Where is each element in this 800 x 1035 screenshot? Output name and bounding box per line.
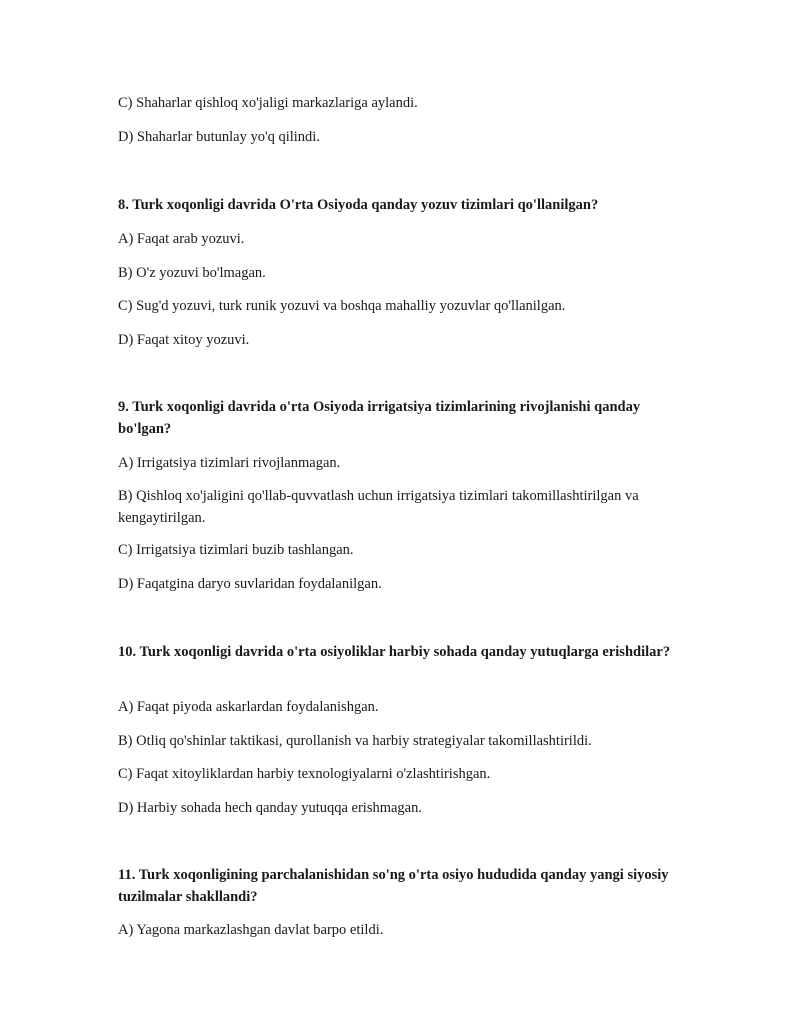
option-9c: C) Irrigatsiya tizimlari buzib tashlangan. [118, 542, 354, 558]
option-10c: C) Faqat xitoyliklardan harbiy texnologiyalarni o'zlashtirishgan. [118, 766, 491, 782]
question-9: 9. Turk xoqonligi davrida o'rta Osiyoda irrigatsiya tizimlarining rivojlanishi qanday bo'lgan? [118, 399, 641, 437]
question-10: 10. Turk xoqonligi davrida o'rta osiyoliklar harbiy sohada qanday yutuqlarga erishdilar? [118, 644, 671, 660]
option-7c: C) Shaharlar qishloq xo'jaligi markazlariga aylandi. [118, 95, 418, 111]
option-10b: B) Otliq qo'shinlar taktikasi, qurollanish va harbiy strategiyalar takomillashtirildi. [118, 733, 592, 749]
option-7d: D) Shaharlar butunlay yo'q qilindi. [118, 129, 320, 145]
option-9b: B) Qishloq xo'jaligini qo'llab-quvvatlash uchun irrigatsiya tizimlari takomillashtirilgan va kengaytirilgan. [118, 488, 639, 526]
option-8b: B) O'z yozuvi bo'lmagan. [118, 265, 266, 281]
option-8c: C) Sug'd yozuvi, turk runik yozuvi va boshqa mahalliy yozuvlar qo'llanilgan. [118, 298, 566, 314]
question-8: 8. Turk xoqonligi davrida O'rta Osiyoda qanday yozuv tizimlari qo'llanilgan? [118, 197, 599, 213]
question-11: 11. Turk xoqonligining parchalanishidan so'ng o'rta osiyo hududida qanday yangi siyosiy tuzilmalar shakllandi? [118, 867, 669, 905]
option-9a: A) Irrigatsiya tizimlari rivojlanmagan. [118, 455, 341, 471]
option-8a: A) Faqat arab yozuvi. [118, 231, 245, 247]
option-11a: A) Yagona markazlashgan davlat barpo etildi. [118, 922, 384, 938]
option-10a: A) Faqat piyoda askarlardan foydalanishgan. [118, 699, 379, 715]
option-10d: D) Harbiy sohada hech qanday yutuqqa erishmagan. [118, 800, 422, 816]
option-9d: D) Faqatgina daryo suvlaridan foydalanilgan. [118, 576, 382, 592]
option-8d: D) Faqat xitoy yozuvi. [118, 332, 250, 348]
